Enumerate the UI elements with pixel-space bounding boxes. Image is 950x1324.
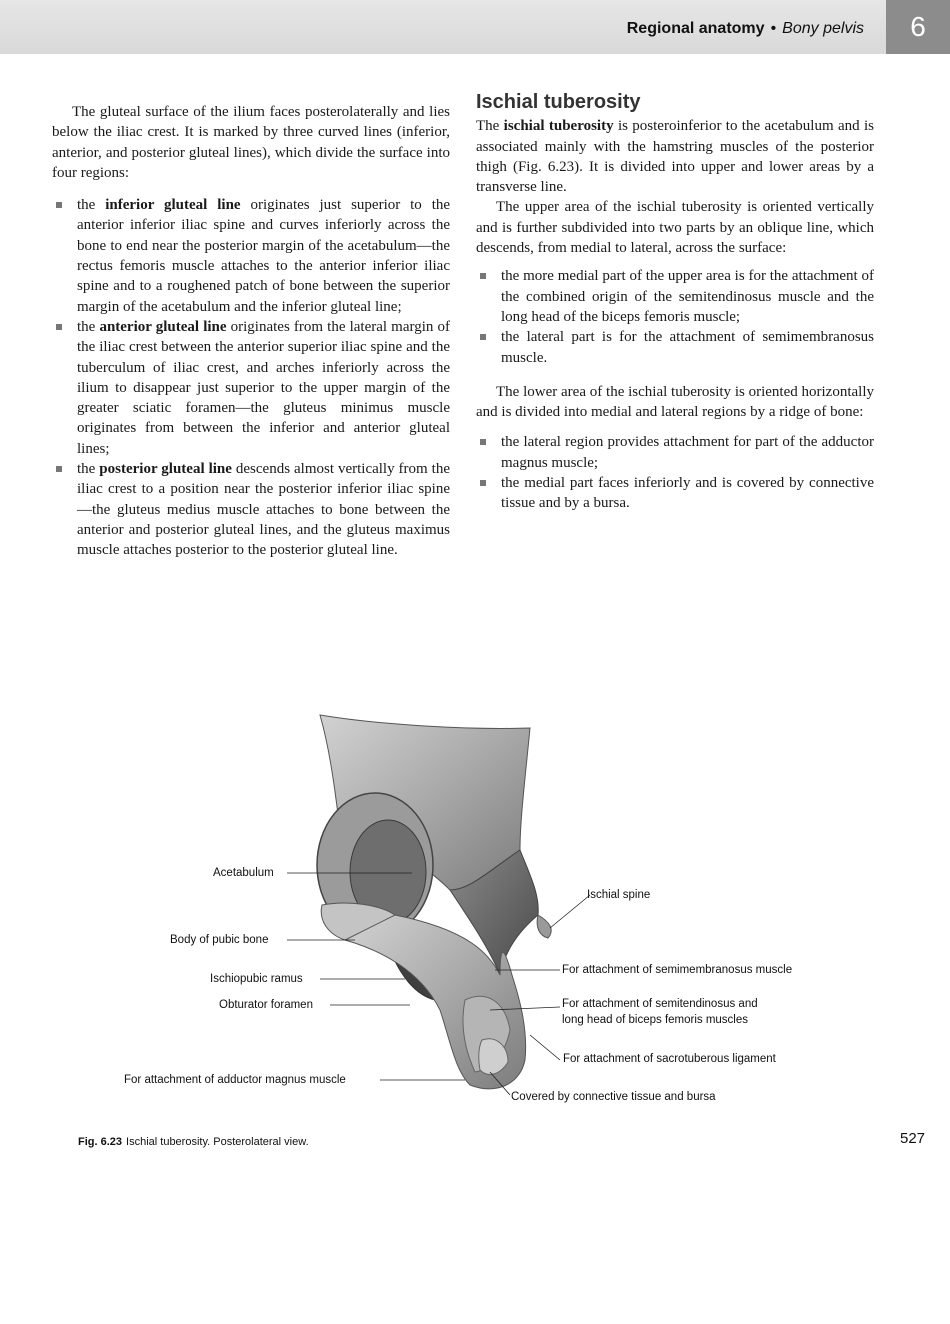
label-semimembranosus: For attachment of semimembranosus muscle [562,964,793,976]
list-item [52,195,450,317]
left-column [52,102,450,561]
intro-pre: The [476,118,504,135]
intro-text: is posteroinferior to the acetabulum and is associated mainly with the hamstring muscles of the posterior thigh (Fig. 6.23). It is divided into upper and lower areas by a transverse line. [476,118,874,196]
label-semitendinosus-line2: long head of biceps femoris muscles [562,1014,749,1026]
item-term: posterior gluteal line [99,461,232,478]
upper-area-paragraph: The upper area of the ischial tuberosity is oriented vertically and is further subdivided into two parts by an oblique line, which descends, from medial to lateral, across the surface: [476,199,874,257]
figure-ischial-tuberosity [50,700,890,1120]
label-body-of-pubic-bone: Body of pubic bone [170,934,269,946]
item-text: originates from the lateral margin of the iliac crest between the anterior superior iliac spine and the tuberculum of iliac crest, and arches inferiorly across the ilium to disappear just superior to the upper margin of the greater sciatic foramen—the gluteus minimus muscle originates from between the inferior and anterior gluteal lines; [77,318,450,457]
label-obturator-foramen: Obturator foramen [219,999,313,1011]
right-column [476,92,874,514]
item-term: inferior gluteal line [105,197,241,214]
caption-text: Ischial tuberosity. Posterolateral view. [126,1136,309,1148]
list-item [52,459,450,560]
list-item [52,317,450,459]
caption-number: Fig. 6.23 [78,1136,123,1148]
item-pre: the [77,318,100,335]
list-item: the medial part faces inferiorly and is covered by connective tissue and by a bursa. [476,473,874,514]
page-number: 527 [900,1130,926,1147]
running-header [627,20,864,38]
label-acetabulum: Acetabulum [213,867,274,879]
label-sacrotuberous: For attachment of sacrotuberous ligament [563,1053,776,1065]
label-ischial-spine: Ischial spine [587,889,651,901]
header-subsection: Bony pelvis [782,20,864,37]
item-text: descends almost vertically from the iliac crest to a position near the posterior inferior iliac spine—the gluteus medius muscle attaches to bone between the anterior and posterior gluteal lines, and the gluteus maximus muscle attaches posterior to the posterior gluteal line. [77,461,450,559]
item-text: originates just superior to the anterior inferior iliac spine and curves inferiorly across the bone to end near the posterior margin of the acetabulum—the rectus femoris muscle attaches to the anterior inferior iliac spine and to a roughened patch of bone between the superior margin of the acetabulum and the inferior gluteal line; [77,197,451,315]
item-pre: the [77,461,100,478]
list-item: the lateral region provides attachment for part of the adductor magnus muscle; [476,432,874,473]
label-adductor-magnus: For attachment of adductor magnus muscle [124,1074,346,1086]
right-intro [476,116,874,197]
lower-area-list [476,432,874,513]
header-section: Regional anatomy [626,20,765,37]
label-ischiopubic-ramus: Ischiopubic ramus [210,973,303,985]
left-intro: The gluteal surface of the ilium faces posterolaterally and lies below the iliac crest. It is marked by three curved lines (inferior, anterior, and posterior gluteal lines), which divide the surface into four regions: [52,104,450,181]
section-heading: Ischial tuberosity [476,91,641,113]
gluteal-lines-list [52,195,450,560]
label-connective-tissue: Covered by connective tissue and bursa [511,1091,716,1103]
item-pre: the [77,197,106,214]
list-item: the more medial part of the upper area is for the attachment of the combined origin of the semitendinosus muscle and the long head of the biceps femoris muscle; [476,266,874,327]
header-bullet: • [770,20,777,37]
chapter-tab: 6 [886,0,950,54]
intro-term: ischial tuberosity [503,118,614,135]
lower-area-paragraph: The lower area of the ischial tuberosity is oriented horizontally and is divided into medial and lateral regions by a ridge of bone: [476,383,874,421]
ischial-spine-shape [537,915,551,938]
upper-area-list [476,266,874,367]
figure-caption [78,1136,309,1148]
spacer [476,368,874,382]
list-item: the lateral part is for the attachment of semimembranosus muscle. [476,327,874,368]
item-term: anterior gluteal line [99,318,227,335]
label-semitendinosus-line1: For attachment of semitendinosus and [562,998,758,1010]
